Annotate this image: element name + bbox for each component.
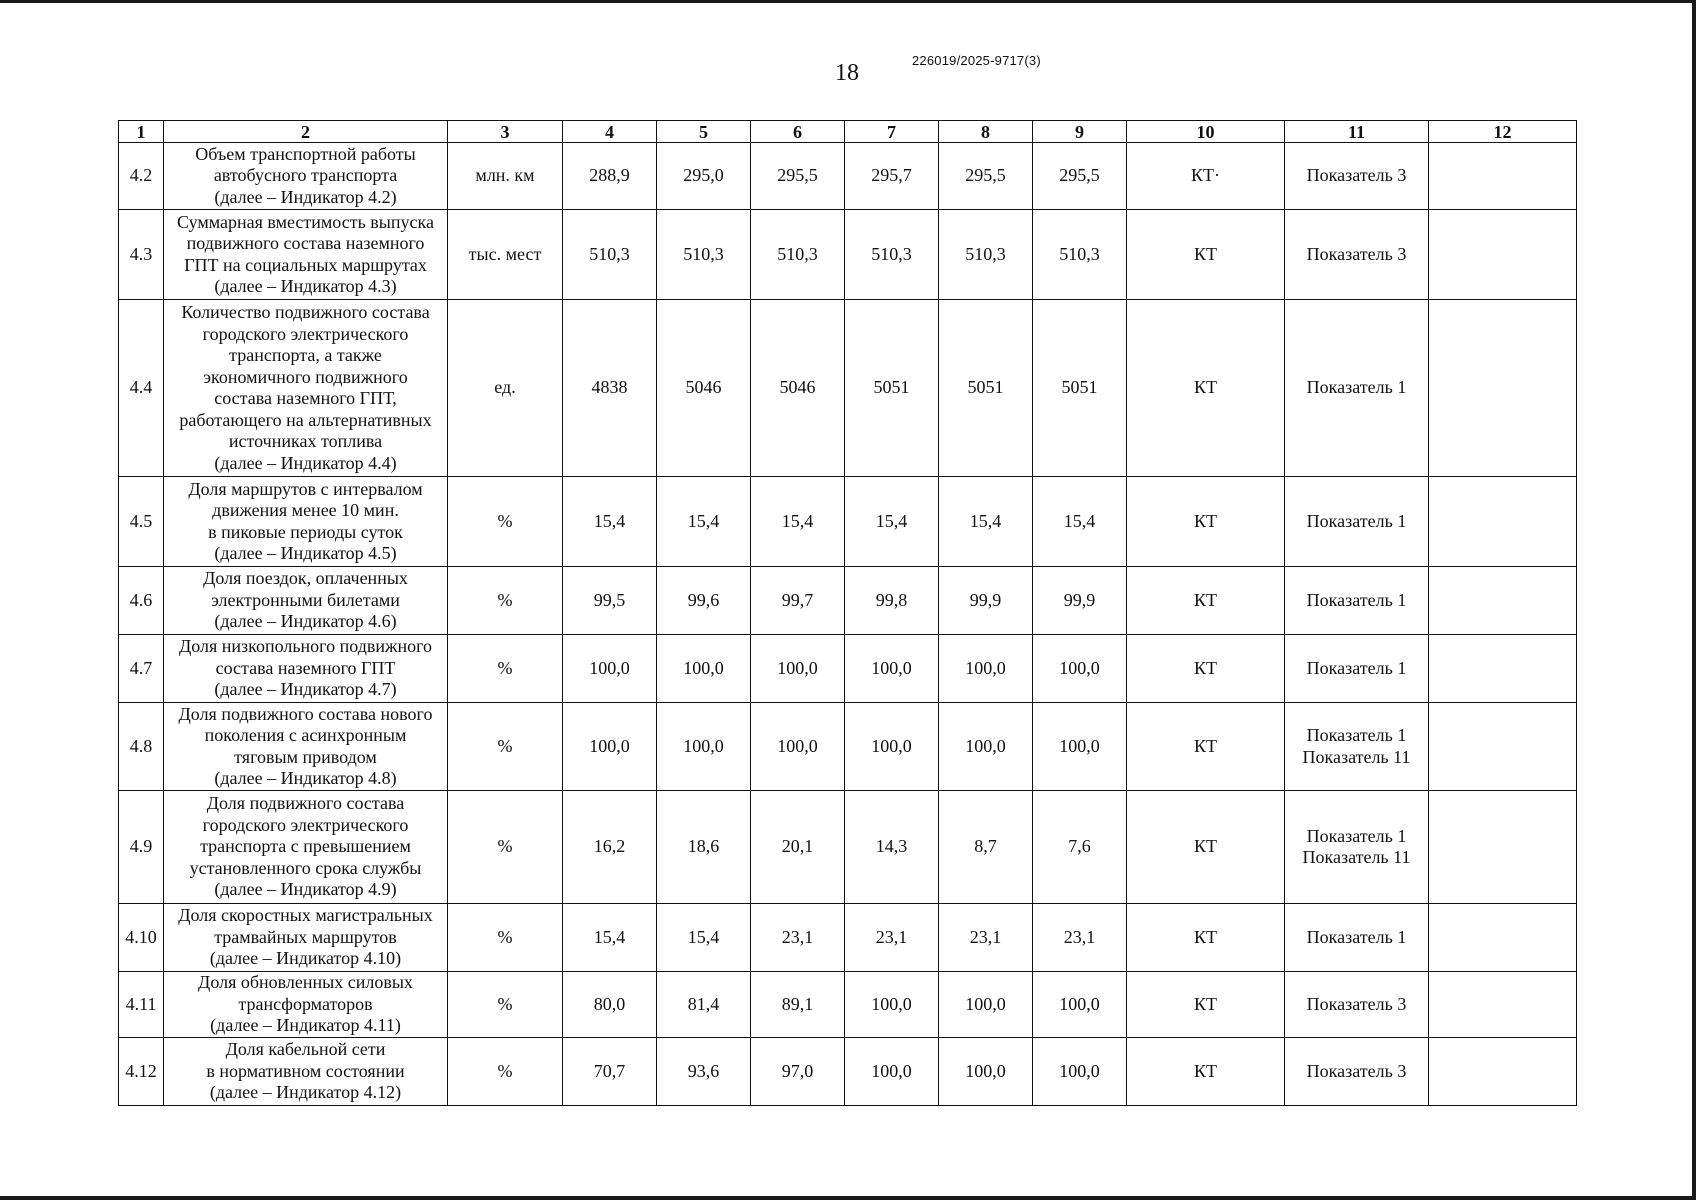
unit-cell: млн. км [448, 143, 563, 210]
indicators-table [118, 120, 1577, 1106]
indicator-name-line: движения менее 10 мин. [212, 500, 399, 520]
linked-indicator-cell [1285, 635, 1429, 703]
value-cell: 100,0 [1033, 703, 1127, 791]
note-cell [1429, 300, 1577, 477]
value-cell: 295,5 [939, 143, 1033, 210]
value-cell: 100,0 [1033, 1038, 1127, 1106]
note-cell [1429, 703, 1577, 791]
unit-cell: % [448, 972, 563, 1038]
indicator-name-line: ГПТ на социальных маршрутах [184, 254, 427, 275]
indicator-name-line: (далее – Индикатор 4.6) [214, 611, 397, 632]
type-cell: КТ [1127, 791, 1285, 904]
table-row [119, 210, 1577, 300]
value-cell: 100,0 [1033, 972, 1127, 1038]
indicator-code: 4.4 [119, 300, 164, 477]
table-row [119, 791, 1577, 904]
type-cell: КТ [1127, 300, 1285, 477]
indicator-code: 4.11 [119, 972, 164, 1038]
header-cell: 9 [1033, 121, 1127, 143]
indicator-name-line: (далее – Индикатор 4.4) [214, 452, 397, 473]
table-row [119, 1038, 1577, 1106]
value-cell: 4838 [563, 300, 657, 477]
value-cell: 97,0 [751, 1038, 845, 1106]
value-cell: 20,1 [751, 791, 845, 904]
linked-indicator-cell [1285, 972, 1429, 1038]
scan-edge-top [0, 0, 1696, 3]
linked-indicator-cell [1285, 703, 1429, 791]
linked-indicator: Показатель 3 [1306, 243, 1407, 264]
linked-indicator-cell [1285, 210, 1429, 300]
indicator-name-line: Количество подвижного состава [181, 302, 430, 322]
linked-indicator: Показатель 3 [1306, 165, 1407, 186]
linked-indicator: Показатель 11 [1302, 847, 1411, 867]
indicator-name-line: (далее – Индикатор 4.10) [209, 948, 402, 969]
table-row [119, 300, 1577, 477]
unit-cell: % [448, 477, 563, 567]
type-cell: КТ [1127, 477, 1285, 567]
value-cell: 295,7 [845, 143, 939, 210]
indicator-name-line: (далее – Индикатор 4.12) [209, 1082, 402, 1103]
linked-indicator: Показатель 1 [1306, 657, 1407, 678]
value-cell: 18,6 [657, 791, 751, 904]
value-cell: 15,4 [657, 904, 751, 972]
value-cell: 100,0 [751, 635, 845, 703]
value-cell: 15,4 [1033, 477, 1127, 567]
value-cell: 100,0 [939, 972, 1033, 1038]
table-row [119, 143, 1577, 210]
value-cell: 5051 [939, 300, 1033, 477]
indicator-name-line: трамвайных маршрутов [214, 926, 397, 947]
unit-cell: % [448, 567, 563, 635]
header-cell: 10 [1127, 121, 1285, 143]
table-row [119, 567, 1577, 635]
value-cell: 15,4 [563, 904, 657, 972]
note-cell [1429, 567, 1577, 635]
table-row [119, 703, 1577, 791]
indicator-name-line: Доля низкопольного подвижного [178, 636, 433, 657]
header-cell: 3 [448, 121, 563, 143]
table-row [119, 635, 1577, 703]
table-body [119, 143, 1577, 1106]
value-cell: 295,0 [657, 143, 751, 210]
value-cell: 99,5 [563, 567, 657, 635]
indicator-name-line: (далее – Индикатор 4.11) [210, 1015, 401, 1036]
indicator-name-line: поколения с асинхронным [204, 725, 407, 745]
indicator-name-line: электронными билетами [211, 589, 400, 610]
value-cell: 100,0 [751, 703, 845, 791]
type-cell: КТ [1127, 1038, 1285, 1106]
note-cell [1429, 143, 1577, 210]
indicator-name [164, 703, 448, 791]
value-cell: 100,0 [939, 703, 1033, 791]
value-cell: 295,5 [1033, 143, 1127, 210]
value-cell: 100,0 [563, 635, 657, 703]
type-cell: КТ [1127, 210, 1285, 300]
indicator-name-line: состава наземного ГПТ [215, 657, 396, 678]
value-cell: 81,4 [657, 972, 751, 1038]
note-cell [1429, 210, 1577, 300]
header-cell: 6 [751, 121, 845, 143]
indicator-name-line: Доля обновленных силовых [198, 972, 413, 993]
unit-cell: % [448, 904, 563, 972]
value-cell: 99,7 [751, 567, 845, 635]
indicator-name-line: работающего на альтернативных [179, 409, 432, 430]
scan-edge-bottom [0, 1196, 1696, 1200]
type-cell: КТ [1127, 635, 1285, 703]
header-cell: 4 [563, 121, 657, 143]
value-cell: 100,0 [657, 635, 751, 703]
value-cell: 100,0 [1033, 635, 1127, 703]
indicator-name-line: установленного срока службы [189, 857, 422, 878]
value-cell: 510,3 [563, 210, 657, 300]
indicator-name-line: Доля скоростных магистральных [178, 905, 433, 926]
value-cell: 100,0 [939, 635, 1033, 703]
value-cell: 93,6 [657, 1038, 751, 1106]
note-cell [1429, 635, 1577, 703]
type-cell: КТ· [1127, 143, 1285, 210]
table-row [119, 904, 1577, 972]
indicator-name-line: экономичного подвижного [203, 366, 408, 387]
value-cell: 100,0 [939, 1038, 1033, 1106]
indicator-name [164, 210, 448, 300]
value-cell: 15,4 [751, 477, 845, 567]
indicator-name-line: Суммарная вместимость выпуска [177, 211, 434, 232]
value-cell: 100,0 [845, 1038, 939, 1106]
indicator-name-line: (далее – Индикатор 4.7) [214, 679, 397, 700]
linked-indicator-cell [1285, 300, 1429, 477]
indicator-name-line: источниках топлива [228, 431, 383, 451]
indicator-name-line: автобусного транспорта [213, 165, 398, 186]
header-cell: 5 [657, 121, 751, 143]
value-cell: 89,1 [751, 972, 845, 1038]
linked-indicator-cell [1285, 567, 1429, 635]
indicator-code: 4.12 [119, 1038, 164, 1106]
linked-indicator-cell [1285, 904, 1429, 972]
type-cell: КТ [1127, 567, 1285, 635]
value-cell: 14,3 [845, 791, 939, 904]
indicator-name [164, 972, 448, 1038]
indicator-code: 4.2 [119, 143, 164, 210]
indicator-code: 4.5 [119, 477, 164, 567]
indicator-code: 4.8 [119, 703, 164, 791]
linked-indicator: Показатель 1 [1306, 589, 1407, 610]
indicator-code: 4.6 [119, 567, 164, 635]
value-cell: 15,4 [939, 477, 1033, 567]
indicator-name-line: Доля кабельной сети [225, 1039, 386, 1060]
indicator-name-line: (далее – Индикатор 4.3) [214, 276, 397, 296]
note-cell [1429, 972, 1577, 1038]
unit-cell: ед. [448, 300, 563, 477]
header-cell: 8 [939, 121, 1033, 143]
header-cell: 2 [164, 121, 448, 143]
indicator-name-line: Доля подвижного состава нового [178, 703, 433, 724]
value-cell: 5051 [1033, 300, 1127, 477]
linked-indicator: Показатель 3 [1306, 993, 1407, 1014]
indicator-name-line: Доля маршрутов с интервалом [188, 478, 423, 499]
unit-cell: % [448, 1038, 563, 1106]
value-cell: 23,1 [845, 904, 939, 972]
indicator-name [164, 1038, 448, 1106]
scan-edge-right [1692, 0, 1696, 1200]
indicator-name-line: (далее – Индикатор 4.5) [214, 543, 397, 563]
indicator-name-line: в нормативном состоянии [206, 1060, 405, 1081]
indicator-name [164, 791, 448, 904]
unit-cell: % [448, 635, 563, 703]
header-cell: 1 [119, 121, 164, 143]
value-cell: 295,5 [751, 143, 845, 210]
indicator-code: 4.3 [119, 210, 164, 300]
value-cell: 510,3 [845, 210, 939, 300]
page-number: 18 [835, 60, 859, 86]
value-cell: 99,9 [1033, 567, 1127, 635]
table-row [119, 477, 1577, 567]
value-cell: 5046 [751, 300, 845, 477]
value-cell: 100,0 [563, 703, 657, 791]
indicator-name-line: Доля поездок, оплаченных [203, 568, 408, 589]
value-cell: 23,1 [1033, 904, 1127, 972]
note-cell [1429, 904, 1577, 972]
value-cell: 15,4 [657, 477, 751, 567]
value-cell: 100,0 [845, 972, 939, 1038]
header-row [119, 121, 1577, 143]
indicator-name-line: (далее – Индикатор 4.9) [214, 879, 397, 900]
value-cell: 510,3 [751, 210, 845, 300]
value-cell: 5051 [845, 300, 939, 477]
indicator-name-line: (далее – Индикатор 4.2) [214, 186, 397, 207]
unit-cell: % [448, 791, 563, 904]
value-cell: 99,8 [845, 567, 939, 635]
linked-indicator: Показатель 1 [1306, 926, 1407, 947]
linked-indicator: Показатель 1 [1306, 725, 1407, 745]
indicator-name-line: Объем транспортной работы [195, 143, 416, 164]
indicator-code: 4.9 [119, 791, 164, 904]
value-cell: 15,4 [563, 477, 657, 567]
linked-indicator: Показатель 1 [1306, 510, 1407, 531]
value-cell: 99,6 [657, 567, 751, 635]
indicator-name-line: подвижного состава наземного [186, 233, 425, 253]
linked-indicator-cell [1285, 1038, 1429, 1106]
value-cell: 100,0 [845, 703, 939, 791]
indicator-name-line: (далее – Индикатор 4.8) [214, 768, 397, 788]
indicator-name-line: тяговым приводом [234, 746, 377, 767]
value-cell: 510,3 [657, 210, 751, 300]
value-cell: 510,3 [939, 210, 1033, 300]
linked-indicator-cell [1285, 791, 1429, 904]
indicator-code: 4.7 [119, 635, 164, 703]
table-row [119, 972, 1577, 1038]
header-cell: 11 [1285, 121, 1429, 143]
value-cell: 100,0 [845, 635, 939, 703]
value-cell: 288,9 [563, 143, 657, 210]
indicator-name-line: городского электрического [202, 814, 409, 835]
linked-indicator: Показатель 11 [1302, 746, 1411, 767]
indicator-name [164, 635, 448, 703]
indicator-name [164, 300, 448, 477]
value-cell: 15,4 [845, 477, 939, 567]
indicator-name-line: городского электрического [202, 323, 409, 344]
indicator-name-line: в пиковые периоды суток [208, 521, 403, 542]
type-cell: КТ [1127, 904, 1285, 972]
linked-indicator-cell [1285, 477, 1429, 567]
document-registration-number: 226019/2025-9717(3) [912, 53, 1041, 68]
indicator-name-line: транспорта с превышением [200, 836, 411, 857]
indicator-name [164, 143, 448, 210]
unit-cell: тыс. мест [448, 210, 563, 300]
value-cell: 100,0 [657, 703, 751, 791]
indicator-name [164, 567, 448, 635]
value-cell: 70,7 [563, 1038, 657, 1106]
value-cell: 7,6 [1033, 791, 1127, 904]
value-cell: 80,0 [563, 972, 657, 1038]
value-cell: 23,1 [751, 904, 845, 972]
linked-indicator: Показатель 1 [1306, 825, 1407, 846]
indicator-name-line: Доля подвижного состава [206, 793, 405, 814]
linked-indicator: Показатель 3 [1306, 1060, 1407, 1081]
indicator-name-line: транспорта, а также [229, 345, 382, 365]
indicator-name-line: состава наземного ГПТ, [214, 388, 397, 408]
type-cell: КТ [1127, 703, 1285, 791]
indicator-code: 4.10 [119, 904, 164, 972]
indicator-name [164, 477, 448, 567]
header-cell: 12 [1429, 121, 1577, 143]
linked-indicator: Показатель 1 [1306, 377, 1407, 398]
value-cell: 510,3 [1033, 210, 1127, 300]
note-cell [1429, 477, 1577, 567]
indicator-name-line: трансформаторов [238, 993, 373, 1014]
header-cell: 7 [845, 121, 939, 143]
note-cell [1429, 1038, 1577, 1106]
indicator-name [164, 904, 448, 972]
value-cell: 5046 [657, 300, 751, 477]
value-cell: 16,2 [563, 791, 657, 904]
value-cell: 23,1 [939, 904, 1033, 972]
value-cell: 8,7 [939, 791, 1033, 904]
linked-indicator-cell [1285, 143, 1429, 210]
note-cell [1429, 791, 1577, 904]
type-cell: КТ [1127, 972, 1285, 1038]
unit-cell: % [448, 703, 563, 791]
value-cell: 99,9 [939, 567, 1033, 635]
